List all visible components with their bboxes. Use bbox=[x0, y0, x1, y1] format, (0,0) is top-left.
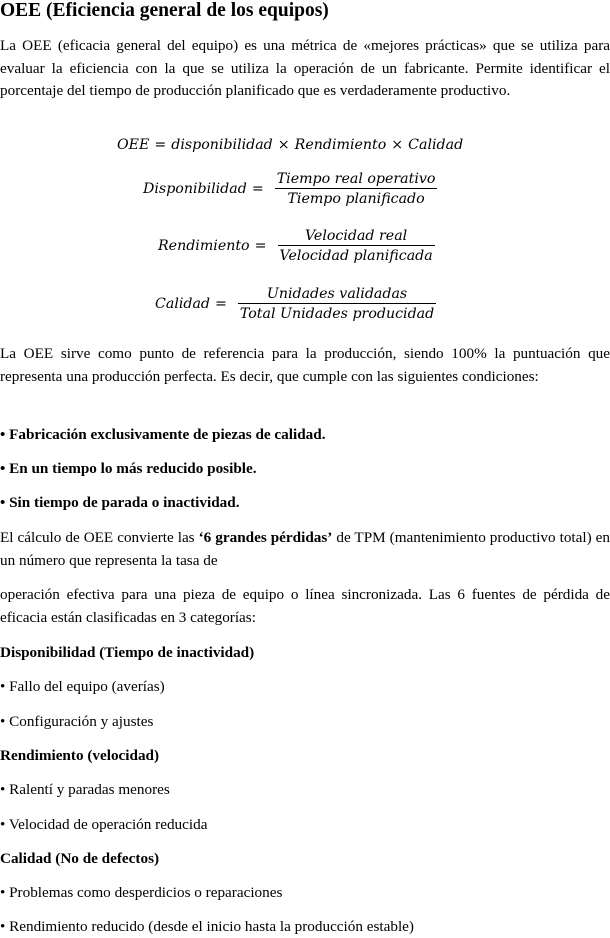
calc-text-bold: ‘6 grandes pérdidas’ bbox=[198, 529, 333, 546]
calc-text-before: El cálculo de OEE convierte las bbox=[0, 529, 199, 546]
list-item: • Velocidad de operación reducida bbox=[0, 816, 208, 833]
calidad-fraction bbox=[238, 286, 436, 322]
reference-paragraph: La OEE sirve como punto de referencia para la producción, siendo 100% la puntuación que representa una producción perfecta. Es decir, que cumple con las siguientes condiciones: bbox=[0, 345, 610, 385]
list-item: • Rendimiento reducido (desde el inicio hasta la producción estable) bbox=[0, 918, 414, 935]
rendimiento-fraction bbox=[278, 228, 435, 264]
condition-item: • Fabricación exclusivamente de piezas de calidad. bbox=[0, 426, 326, 443]
calc-paragraph bbox=[0, 527, 610, 572]
category-heading-rendimiento: Rendimiento (velocidad) bbox=[0, 747, 160, 764]
calidad-numerator: Unidades validadas bbox=[266, 286, 408, 302]
oee-lhs: OEE bbox=[117, 137, 150, 153]
condition-item: • En un tiempo lo más reducido posible. bbox=[0, 460, 257, 477]
disponibilidad-denominator: Tiempo planificado bbox=[287, 191, 425, 207]
category-heading-calidad: Calidad (No de defectos) bbox=[0, 850, 160, 867]
disponibilidad-formula: Disponibilidad = $\frac{\text{Tiempo real operativo}}{\text{Tiempo planificado}}$ bbox=[143, 171, 436, 207]
list-item: • Fallo del equipo (averías) bbox=[0, 678, 165, 695]
disponibilidad-numerator: Tiempo real operativo bbox=[276, 171, 436, 187]
calidad-lhs: Calidad bbox=[155, 296, 211, 312]
calidad-formula: Calidad = $\frac{\text{Unidades validadas}}{\text{Total Unidades producidad}}$ bbox=[155, 286, 435, 322]
calc-text-after: de TPM (mantenimiento productivo total) en un número que representa la tasa de bbox=[0, 529, 610, 569]
oee-term-rendimiento: Rendimiento bbox=[294, 137, 387, 153]
list-item: • Configuración y ajustes bbox=[0, 713, 154, 730]
disponibilidad-lhs: Disponibilidad bbox=[143, 181, 247, 197]
list-item: • Ralentí y paradas menores bbox=[0, 781, 170, 798]
disponibilidad-fraction bbox=[275, 171, 438, 207]
list-item: • Problemas como desperdicios o reparaciones bbox=[0, 884, 283, 901]
condition-item: • Sin tiempo de parada o inactividad. bbox=[0, 494, 240, 511]
oee-term-calidad: Calidad bbox=[408, 137, 464, 153]
calc-continuation-paragraph: operación efectiva para una pieza de equipo o línea sincronizada. Las 6 fuentes de pérdida de eficacia están clasificadas en 3 categorías: bbox=[0, 586, 610, 626]
page-title: OEE (Eficiencia general de los equipos) bbox=[0, 0, 329, 21]
category-heading-disponibilidad: Disponibilidad (Tiempo de inactividad) bbox=[0, 644, 255, 661]
calidad-denominator: Total Unidades producidad bbox=[239, 306, 435, 322]
intro-paragraph: La OEE (eficacia general del equipo) es una métrica de «mejores prácticas» que se utiliza para evaluar la eficiencia con la que se utiliza la operación de un fabricante. Permite identificar el porcentaje del tiempo de producción planificado que es verdaderamente productivo. bbox=[0, 37, 610, 99]
rendimiento-lhs: Rendimiento bbox=[158, 238, 250, 254]
rendimiento-denominator: Velocidad planificada bbox=[279, 248, 433, 264]
rendimiento-formula: Rendimiento = $\frac{\text{Velocidad real}}{\text{Velocidad planificada}}$ bbox=[158, 228, 433, 264]
rendimiento-numerator: Velocidad real bbox=[304, 228, 408, 244]
oee-term-disponibilidad: disponibilidad bbox=[171, 137, 273, 153]
oee-formula: OEE = disponibilidad × Rendimiento × Calidad bbox=[117, 137, 464, 153]
